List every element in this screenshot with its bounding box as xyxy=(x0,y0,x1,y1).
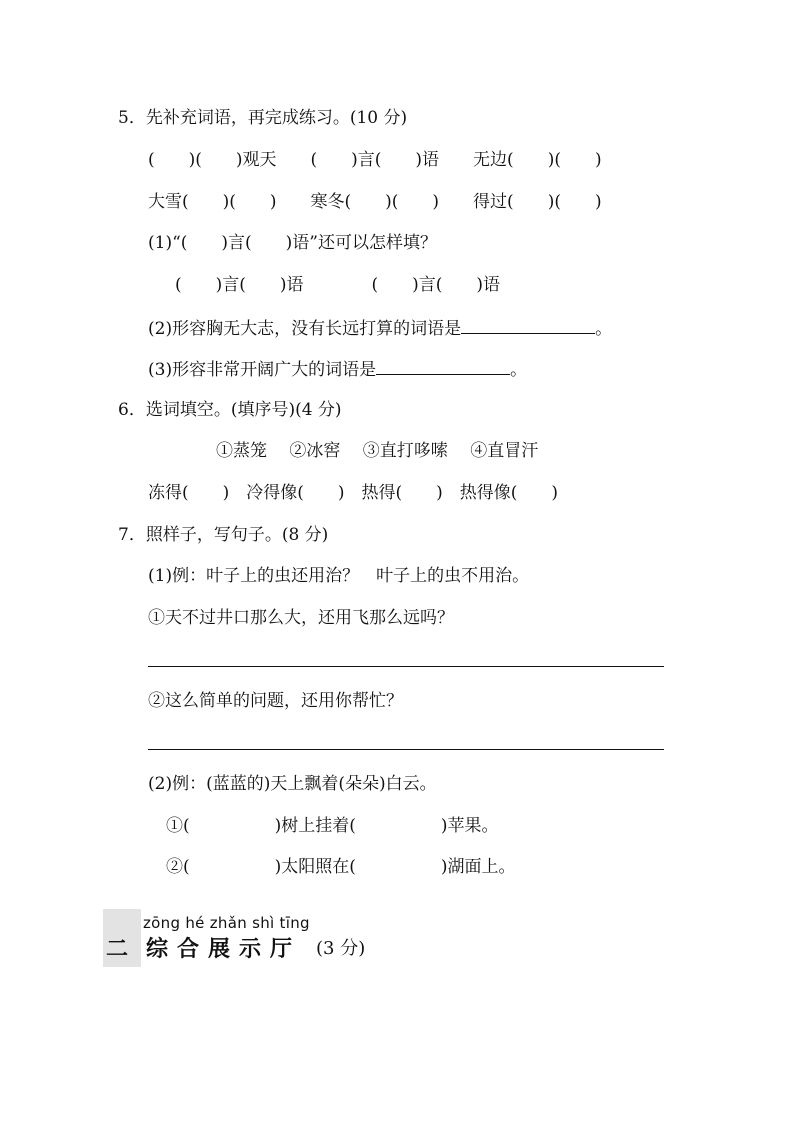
q5-sub3-end: 。 xyxy=(510,360,528,380)
q5-sub3 xyxy=(148,357,527,381)
q5-row1: ( )( )观天 ( )言( )语 无边( )( ) xyxy=(148,150,602,170)
section-score: (3 分) xyxy=(316,938,366,959)
q6-title: 6．选词填空。(填序号)(4 分) xyxy=(118,400,342,420)
q5-sub2-blank[interactable] xyxy=(461,316,595,334)
q5-sub1: (1)“( )言( )语”还可以怎样填？ xyxy=(148,233,437,253)
q5-sub2 xyxy=(148,316,612,340)
q5-sub1-fill: ( )言( )语 ( )言( )语 xyxy=(175,275,501,295)
q5-sub3-text: (3)形容非常开阔广大的词语是 xyxy=(148,360,377,380)
q5-sub2-end: 。 xyxy=(595,319,613,339)
q7-title: 7．照样子，写句子。(8 分) xyxy=(118,525,329,545)
section-number: 二 xyxy=(106,937,129,962)
section-title: 综合展示厅 xyxy=(146,937,302,962)
q5-sub2-text: (2)形容胸无大志，没有长远打算的词语是 xyxy=(148,319,462,339)
section-pinyin: zōng hé zhǎn shì tīng xyxy=(143,914,310,932)
q5-row2: 大雪( )( ) 寒冬( )( ) 得过( )( ) xyxy=(148,192,602,212)
q7-item2: ②这么简单的问题，还用你帮忙？ xyxy=(148,691,403,711)
q5-title: 5．先补充词语，再完成练习。(10 分) xyxy=(118,108,408,128)
q7-item2-answer-line[interactable] xyxy=(148,749,664,750)
q6-fill: 冻得( ) 冷得像( ) 热得( ) 热得像( ) xyxy=(148,483,559,503)
q7-item1-answer-line[interactable] xyxy=(148,666,664,667)
q7-example2: (2)例：(蓝蓝的)天上飘着(朵朵)白云。 xyxy=(148,774,437,794)
q7-example1: (1)例：叶子上的虫还用治？ 叶子上的虫不用治。 xyxy=(148,566,530,586)
q6-options: ①蒸笼 ②冰窖 ③直打哆嗦 ④直冒汗 xyxy=(216,441,539,461)
q7-item1: ①天不过井口那么大，还用飞那么远吗？ xyxy=(148,608,454,628)
q5-sub3-blank[interactable] xyxy=(376,357,510,375)
q7-fill1: ①( )树上挂着( )苹果。 xyxy=(166,816,499,836)
q7-fill2: ②( )太阳照在( )湖面上。 xyxy=(166,857,516,877)
